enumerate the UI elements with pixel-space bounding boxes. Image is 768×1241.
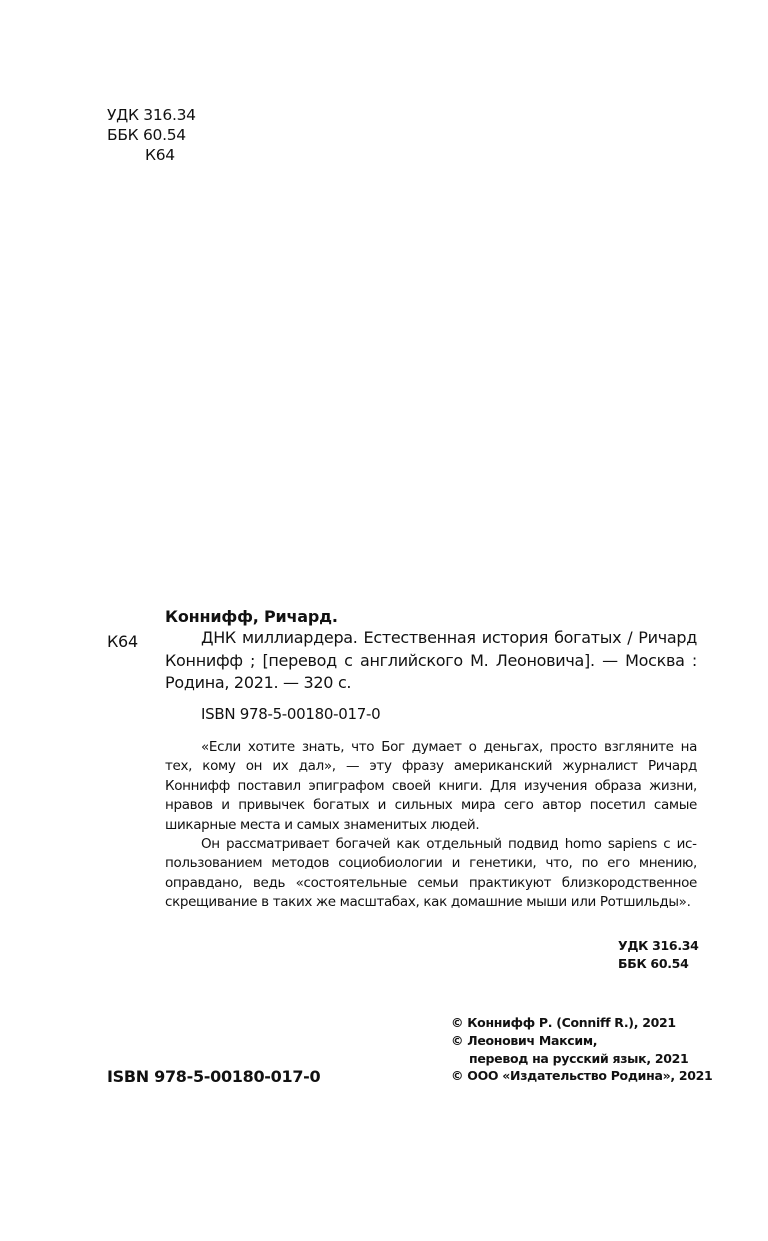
- copyright-line: © Леонович Максим,: [451, 1032, 598, 1048]
- copyright-line: © Коннифф Р. (Conniff R.), 2021: [451, 1015, 676, 1030]
- author-sign: К64: [145, 146, 175, 164]
- udk-code-bottom: УДК 316.34: [618, 938, 699, 953]
- bbk-code: ББК 60.54: [107, 126, 186, 144]
- annotation-paragraph: «Если хотите знать, что Бог думает о деньгах, просто взгляните на тех, кому он их дал», — эту фразу американский журналист Ричард Коннифф поставил эпиграфом своей книги. Для изучения образа жизни, нравов и привычек богатых и сильных мира сего автор посетил самые шикарные места и самых знаменитых людей.: [165, 739, 697, 833]
- bottom-classification-codes: [618, 937, 699, 973]
- isbn-bottom: ISBN 978-5-00180-017-0: [107, 1067, 321, 1086]
- top-classification-codes: [107, 105, 196, 165]
- record-author: Коннифф, Ричард.: [165, 607, 338, 626]
- copyright-line: перевод на русский язык, 2021: [469, 1050, 689, 1066]
- record-description: ДНК миллиардера. Естественная история богатых / Ричард Коннифф ; [перевод с английского М. Леоновича]. — Москва : Родина, 2021. — 320 с.: [165, 628, 697, 692]
- udk-code: УДК 316.34: [107, 106, 196, 124]
- bbk-code-bottom: ББК 60.54: [618, 956, 689, 971]
- copyright-block: [451, 1014, 712, 1085]
- annotation-paragraph: Он рассматривает богачей как отдельный подвид homo sapiens с использованием методов социобиологии и генетики, что, по его мнению, оправдано, ведь «состоятельные семьи практикуют близкородственное скрещивание в таких же масштабах, как домашние мыши или Ротшильды».: [165, 836, 697, 911]
- bibliographic-description: [165, 627, 697, 695]
- record-author-sign: К64: [107, 632, 138, 651]
- copyright-line: © ООО «Издательство Родина», 2021: [451, 1068, 713, 1084]
- annotation: [165, 738, 697, 913]
- record-isbn: ISBN 978-5-00180-017-0: [201, 705, 381, 723]
